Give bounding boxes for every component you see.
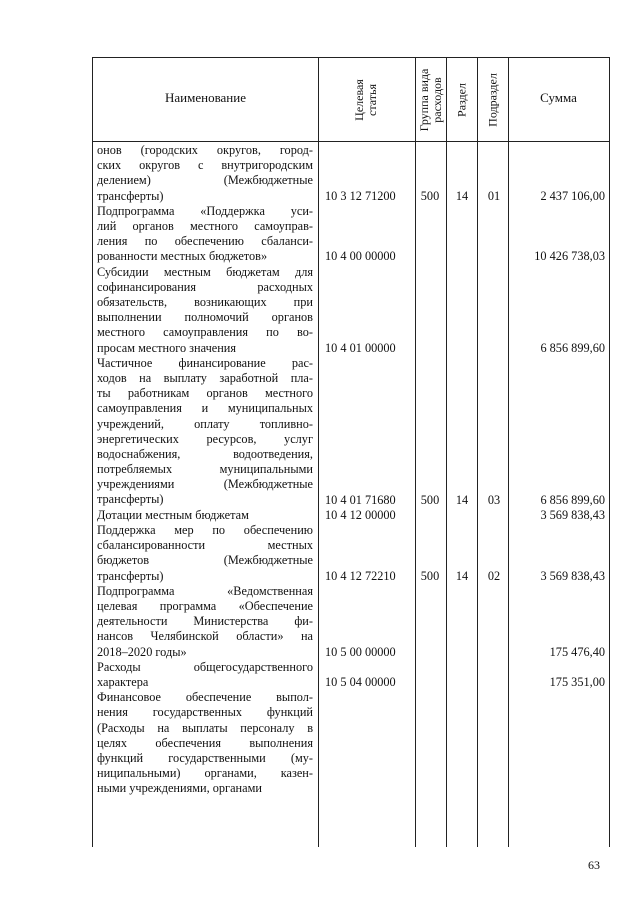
row-name-line: характера [97,674,149,689]
row-name-line: просам местного значения [97,340,237,355]
row-name-line: рованности местных бюджетов» [97,249,268,264]
row-amount: 175 351,00 [549,674,605,689]
row-name-line: Подпрограмма «Поддержка уси- [97,203,313,218]
row-name-line: Частичное финансирование рас- [97,355,313,370]
row-name-line: ходов на выплату заработной пла- [97,370,313,385]
row-name-line: потребляемых муниципальными [97,462,313,477]
row-amount: 2 437 106,00 [540,188,605,203]
row-amount: 10 426 738,03 [534,249,605,264]
table-row [93,690,609,796]
row-code: 10 4 12 00000 [325,507,396,522]
table-row [93,356,609,508]
row-name-line: трансферты) [97,568,164,583]
row-name [97,584,313,660]
row-amount: 3 569 838,43 [540,568,605,583]
row-name-line: бюджетов (Межбюджетные [97,553,313,568]
row-code: 10 3 12 71200 [325,188,396,203]
row-code: 10 5 00 00000 [325,644,396,659]
row-name-line: лий органов местного самоуправ- [97,218,313,233]
row-name-line: софинансирования расходных [97,279,313,294]
table-row [93,660,609,690]
row-name-line: Расходы общегосударственного [97,659,313,674]
row-name-line: обязательств, возникающих при [97,294,313,309]
row-amount: 6 856 899,60 [540,340,605,355]
row-name-line: Поддержка мер по обеспечению [97,523,313,537]
row-expense-group: 500 [420,492,440,507]
row-name-line: Дотации местным бюджетам [97,507,249,522]
row-subsection: 02 [487,568,501,583]
row-name-line: сбалансированности местных [97,538,313,553]
header-amount: Сумма [540,90,577,105]
header-section: Раздел [454,83,469,117]
row-name [97,204,313,265]
row-name-line: (Расходы на выплаты персоналу в [97,720,313,735]
row-name-line: ления по обеспечению сбаланси- [97,234,313,249]
row-subsection: 03 [487,492,501,507]
table-row [93,584,609,660]
row-section: 14 [455,568,469,583]
row-name-line: нения государственных функций [97,705,313,720]
budget-table [92,57,610,847]
row-name-line: водоснабжения, водоотведения, [97,446,313,461]
row-name-line: трансферты) [97,492,164,507]
row-name-line: энергетических ресурсов, услуг [97,431,313,446]
header-target-article: Целевая статья [352,79,379,121]
row-name-line: местного самоуправления по во- [97,325,313,340]
row-name-line: целях обеспечения выполнения [97,735,313,750]
table-row [93,508,609,523]
row-name-line: самоуправления и муниципальных [97,401,313,416]
row-expense-group: 500 [420,188,440,203]
row-name [97,265,313,356]
row-name [97,660,313,690]
table-row [93,523,609,584]
header-subsection: Подраздел [485,73,500,127]
row-name-line: ными учреждениями, органами [97,781,262,796]
row-name-line: 2018–2020 годы» [97,644,187,659]
table-row [93,204,609,265]
header-name: Наименование [165,90,246,105]
row-section: 14 [455,188,469,203]
row-expense-group: 500 [420,568,440,583]
row-name-line: Субсидии местным бюджетам для [97,264,313,279]
row-name-line: учреждений, оплату топливно- [97,416,313,431]
page-number: 63 [588,858,600,872]
row-amount: 3 569 838,43 [540,507,605,522]
row-name-line: онов (городских округов, город- [97,143,313,157]
table-row [93,143,609,204]
row-name [97,356,313,508]
row-code: 10 4 01 71680 [325,492,396,507]
row-section: 14 [455,492,469,507]
row-name-line: учреждениями (Межбюджетные [97,477,313,492]
row-amount: 6 856 899,60 [540,492,605,507]
header-divider [93,141,609,142]
row-name-line: выполнении полномочий органов [97,310,313,325]
row-code: 10 4 01 00000 [325,340,396,355]
row-code: 10 5 04 00000 [325,674,396,689]
row-name [97,143,313,204]
header-expense-group: Группа вида расходов [417,68,444,132]
row-name-line: Финансовое обеспечение выпол- [97,690,313,705]
row-name-line: Подпрограмма «Ведомственная [97,583,313,598]
row-name-line: делением) (Межбюджетные [97,173,313,188]
row-name [97,508,313,523]
row-name-line: трансферты) [97,188,164,203]
row-name [97,690,313,796]
row-name [97,523,313,584]
row-name-line: ских округов с внутригородским [97,158,313,173]
row-name-line: ты работникам органов местного [97,386,313,401]
row-subsection: 01 [487,188,501,203]
row-code: 10 4 12 72210 [325,568,396,583]
row-code: 10 4 00 00000 [325,249,396,264]
row-name-line: деятельности Министерства фи- [97,614,313,629]
table-row [93,265,609,356]
row-name-line: ниципальными) органами, казен- [97,766,313,781]
row-name-line: функций государственными (му- [97,750,313,765]
row-amount: 175 476,40 [549,644,605,659]
row-name-line: нансов Челябинской области» на [97,629,313,644]
row-name-line: целевая программа «Обеспечение [97,598,313,613]
